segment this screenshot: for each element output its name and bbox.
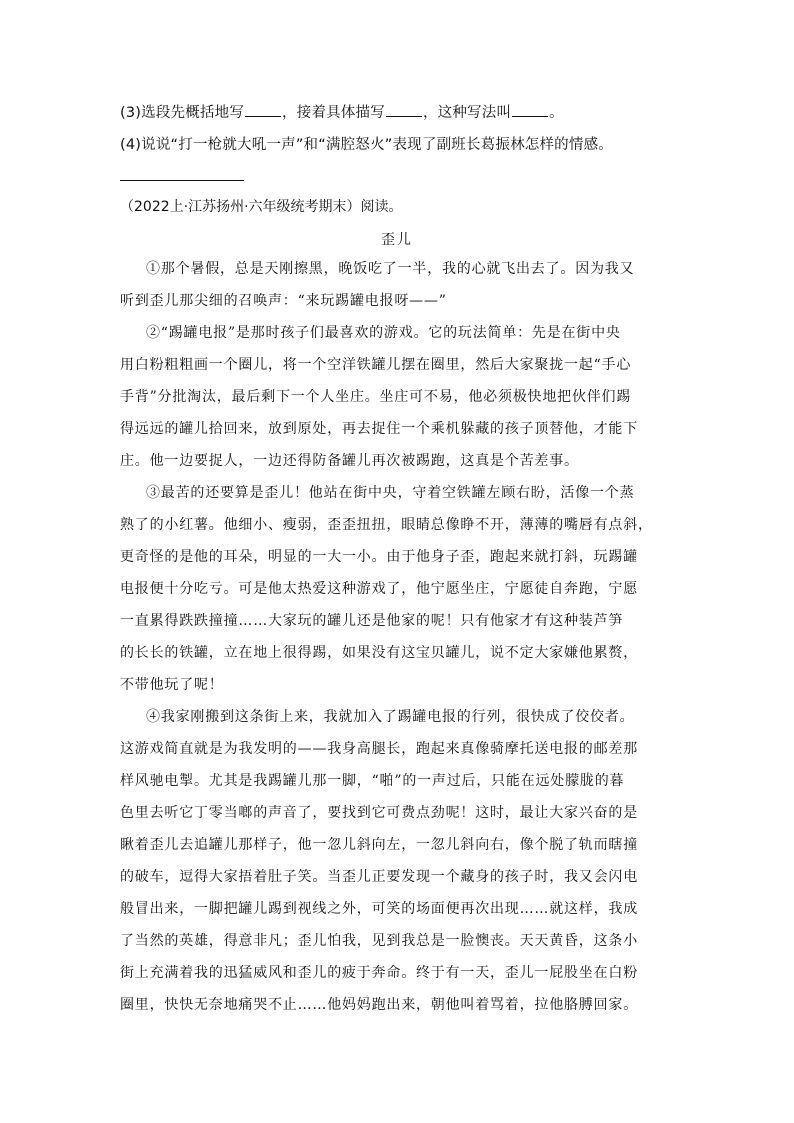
answer-line[interactable] [120,180,244,181]
article-line: 街上充满着我的迅猛威风和歪儿的疲于奔命。终于有一天，歪儿一屁股坐在白粉 [120,965,638,981]
article-line: 的破车，逗得大家捂着肚子笑。当歪儿正要发现一个藏身的孩子时，我又会闪电 [120,869,638,885]
article-line: 听到歪儿那尖细的召唤声：“来玩踢罐电报呀——” [120,293,447,309]
article-line: ②“踢罐电报”是那时孩子们最喜欢的游戏。它的玩法简单：先是在街中央 [146,325,621,341]
article-line: 得远远的罐儿拾回来，放到原处，再去捉住一个乘机躲藏的孩子顶替他，才能下 [120,421,638,437]
passage-source: （2022上·江苏扬州·六年级统考期末）阅读。 [120,199,403,215]
article-line: ③最苦的还要算是歪儿！他站在街中央，守着空铁罐左顾右盼，活像一个蒸 [146,485,635,501]
article-line: 这游戏简直就是为我发明的——我身高腿长，跑起来真像骑摩托送电报的邮差那 [120,741,638,757]
answer-blank-2[interactable] [386,102,422,117]
answer-blank-1[interactable] [245,102,281,117]
article-line: 熟了的小红薯。他细小、瘦弱，歪歪扭扭，眼睛总像睁不开，薄薄的嘴唇有点斜， [120,517,653,533]
question-3-text-2: ，接着具体描写 [282,105,385,121]
article-line: ①那个暑假，总是天刚擦黑，晚饭吃了一半，我的心就飞出去了。因为我又 [146,261,635,277]
article-line: 一直累得跌跌撞撞……大家玩的罐儿还是他家的呢！只有他家才有这种装芦笋 [120,613,624,629]
article-title: 歪儿 [381,232,413,248]
article-line: 般冒出来，一脚把罐儿踢到视线之外，可笑的场面便再次出现……就这样，我成 [120,901,638,917]
article-line: 了当然的英雄，得意非凡；歪儿怕我，见到我总是一脸懊丧。天天黄昏，这条小 [120,933,638,949]
article-line: 瞅着歪儿去追罐儿那样子，他一忽儿斜向左，一忽儿斜向右，像个脱了轨而瞎撞 [120,837,638,853]
article-line: 圈里，快快无奈地痛哭不止……他妈妈跑出来，朝他叫着骂着，拉他胳膊回家。 [120,997,638,1013]
article-line: 的长长的铁罐，立在地上很得踢，如果没有这宝贝罐儿，说不定大家嫌他累赘， [120,645,638,661]
article-line: 色里去听它丁零当啷的声音了，要找到它可费点劲呢！这时，最让大家兴奋的是 [120,805,638,821]
article-line: ④我家刚搬到这条街上来，我就加入了踢罐电报的行列，很快成了佼佼者。 [146,709,635,725]
article-line: 不带他玩了呢！ [120,677,224,693]
article-line: 手背”分批淘汰，最后剩下一个人坐庄。坐庄可不易，他必须极快地把伙伴们踢 [120,389,632,405]
question-4: (4)说说“打一枪就大吼一声”和“满腔怒火”表现了副班长葛振林怎样的情感。 [120,137,613,153]
article-line: 庄。他一边要捉人，一边还得防备罐儿再次被踢跑，这真是个苦差事。 [120,453,579,469]
question-3-text-3: ，这种写法叫 [422,105,512,121]
article-line: 样风驰电掣。尤其是我踢罐儿那一脚，“啪”的一声过后，只能在远处朦胧的暮 [120,773,625,789]
question-3-text-4: 。 [549,105,564,121]
article-line: 用白粉粗粗画一个圈儿，将一个空洋铁罐儿摆在圈里，然后大家聚拢一起“手心 [120,357,632,373]
answer-blank-3[interactable] [512,102,548,117]
article-line: 更奇怪的是他的耳朵，明显的一大一小。由于他身子歪，跑起来就打斜，玩踢罐 [120,549,638,565]
article-line: 电报便十分吃亏。可是他太热爱这种游戏了，他宁愿坐庄，宁愿徒自奔跑，宁愿 [120,581,638,597]
question-3-text-1: (3)选段先概括地写 [120,105,245,121]
question-3 [120,101,564,122]
